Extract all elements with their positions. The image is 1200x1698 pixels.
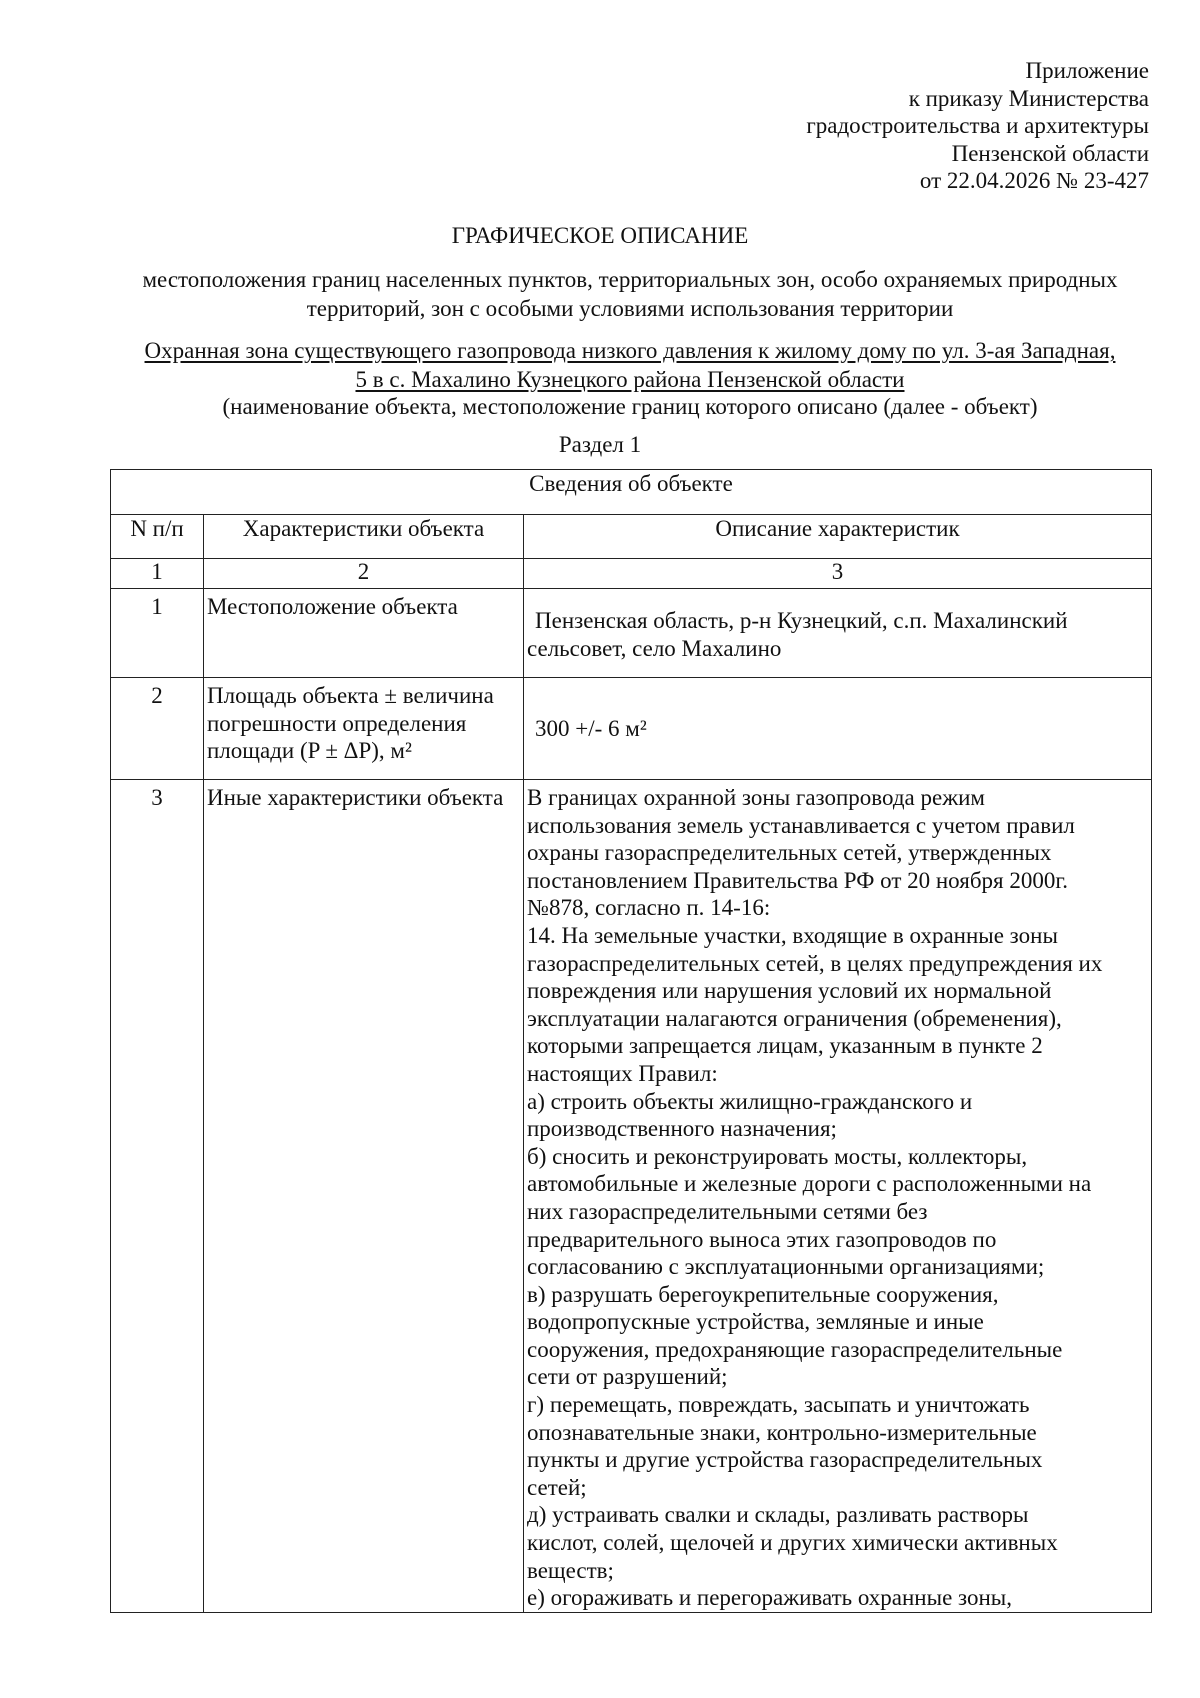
description-line: г) перемещать, повреждать, засыпать и уничтожать xyxy=(527,1392,1030,1418)
table-row xyxy=(111,780,1152,1613)
description-line: настоящих Правил: xyxy=(527,1060,718,1086)
description-line: водопропускные устройства, земляные и иные xyxy=(527,1309,984,1335)
description-line: повреждения или нарушения условий их нормальной xyxy=(527,978,1052,1004)
description-line: пункты и другие устройства газораспределительных xyxy=(527,1447,1043,1473)
header-description: Описание характеристик xyxy=(524,515,1152,559)
description-line: д) устраивать свалки и склады, разливать растворы xyxy=(527,1502,1029,1528)
object-caption: (наименование объекта, местоположение границ которого описано (далее - объект) xyxy=(222,394,1038,419)
column-number: 1 xyxy=(111,559,204,589)
area-value: 300 +/- 6 м² xyxy=(535,715,647,741)
appendix-order-date: от 22.04.2026 № 23-427 xyxy=(919,168,1149,194)
description-line: а) строить объекты жилищно-гражданского и xyxy=(527,1088,973,1114)
object-name-line: Охранная зона существующего газопровода низкого давления к жилому дому по ул. 3-ая Западная, xyxy=(144,338,1116,363)
description-line: опознавательные знаки, контрольно-измерительные xyxy=(527,1419,1037,1445)
description-line: 14. На земельные участки, входящие в охранные зоны xyxy=(527,922,1058,948)
description-line: №878, согласно п. 14-16: xyxy=(527,895,771,921)
row-num: 3 xyxy=(111,780,204,1613)
description-line: сети от разрушений; xyxy=(527,1364,728,1390)
description-line: б) сносить и реконструировать мосты, коллекторы, xyxy=(527,1143,1028,1169)
appendix-line: Пензенской области xyxy=(951,140,1149,166)
description-line: в) разрушать берегоукрепительные сооружения, xyxy=(527,1281,999,1307)
description-line: сельсовет, село Махалино xyxy=(527,635,782,661)
description-line: Пензенская область, р-н Кузнецкий, с.п. Махалинский xyxy=(535,608,1068,633)
row-characteristic: Иные характеристики объекта xyxy=(204,780,524,1613)
characteristic-line: площади (P ± ΔP), м² xyxy=(207,738,412,764)
subtitle-line: территорий, зон с особыми условиями использования территории xyxy=(306,296,954,321)
description-line: охраны газораспределительных сетей, утвержденных xyxy=(527,840,1052,866)
row-description xyxy=(524,678,1152,780)
column-number: 3 xyxy=(524,559,1152,589)
header-num: N п/п xyxy=(111,515,204,559)
object-name-line: 5 в с. Махалино Кузнецкого района Пензенской области xyxy=(355,367,905,392)
appendix-line: Приложение xyxy=(1025,58,1149,83)
description-line: е) огораживать и перегораживать охранные зоны, xyxy=(527,1585,1012,1611)
description-line: кислот, солей, щелочей и других химически активных xyxy=(527,1530,1058,1556)
row-characteristic xyxy=(204,678,524,780)
description-line: производственного назначения; xyxy=(527,1116,837,1142)
row-num: 1 xyxy=(111,589,204,678)
table-column-numbers-row xyxy=(111,559,1152,589)
column-number: 2 xyxy=(204,559,524,589)
description-line: эксплуатации налагаются ограничения (обременения), xyxy=(527,1005,1062,1031)
description-line: сетей; xyxy=(527,1474,587,1500)
object-name xyxy=(100,336,1160,394)
table-caption: Сведения об объекте xyxy=(111,470,1152,515)
appendix-line: к приказу Министерства xyxy=(908,85,1149,111)
description-line: согласованию с эксплуатационными организациями; xyxy=(527,1254,1045,1280)
characteristic-line: Площадь объекта ± величина xyxy=(207,683,494,708)
description-line: автомобильные и железные дороги с расположенными на xyxy=(527,1171,1092,1197)
table-header-row xyxy=(111,515,1152,559)
description-line: использования земель устанавливается с учетом правил xyxy=(527,812,1075,838)
document-subtitle xyxy=(100,265,1160,323)
section-label: Раздел 1 xyxy=(558,432,642,457)
subtitle-line: местоположения границ населенных пунктов, территориальных зон, особо охраняемых природных xyxy=(142,267,1118,292)
description-line: предварительного выноса этих газопроводов по xyxy=(527,1226,997,1252)
table-caption-row xyxy=(111,470,1152,515)
row-description xyxy=(524,780,1152,1613)
description-line: веществ; xyxy=(527,1557,614,1583)
header-characteristic: Характеристики объекта xyxy=(204,515,524,559)
description-line: В границах охранной зоны газопровода режим xyxy=(527,785,985,810)
description-line: постановлением Правительства РФ от 20 ноября 2000г. xyxy=(527,867,1068,893)
row-description xyxy=(524,589,1152,678)
characteristic-line: погрешности определения xyxy=(207,710,467,736)
appendix-line: градостроительства и архитектуры xyxy=(806,113,1149,139)
description-line: сооружения, предохраняющие газораспределительные xyxy=(527,1336,1063,1362)
row-characteristic: Местоположение объекта xyxy=(204,589,524,678)
table-row xyxy=(111,589,1152,678)
document-title: ГРАФИЧЕСКОЕ ОПИСАНИЕ xyxy=(451,223,749,248)
description-line: которыми запрещается лицам, указанным в пункте 2 xyxy=(527,1033,1043,1059)
appendix-block xyxy=(629,57,1149,195)
description-line: них газораспределительными сетями без xyxy=(527,1198,928,1224)
description-line: газораспределительных сетей, в целях предупреждения их xyxy=(527,950,1103,976)
object-info-table xyxy=(110,469,1152,1613)
row-num: 2 xyxy=(111,678,204,780)
table-row xyxy=(111,678,1152,780)
